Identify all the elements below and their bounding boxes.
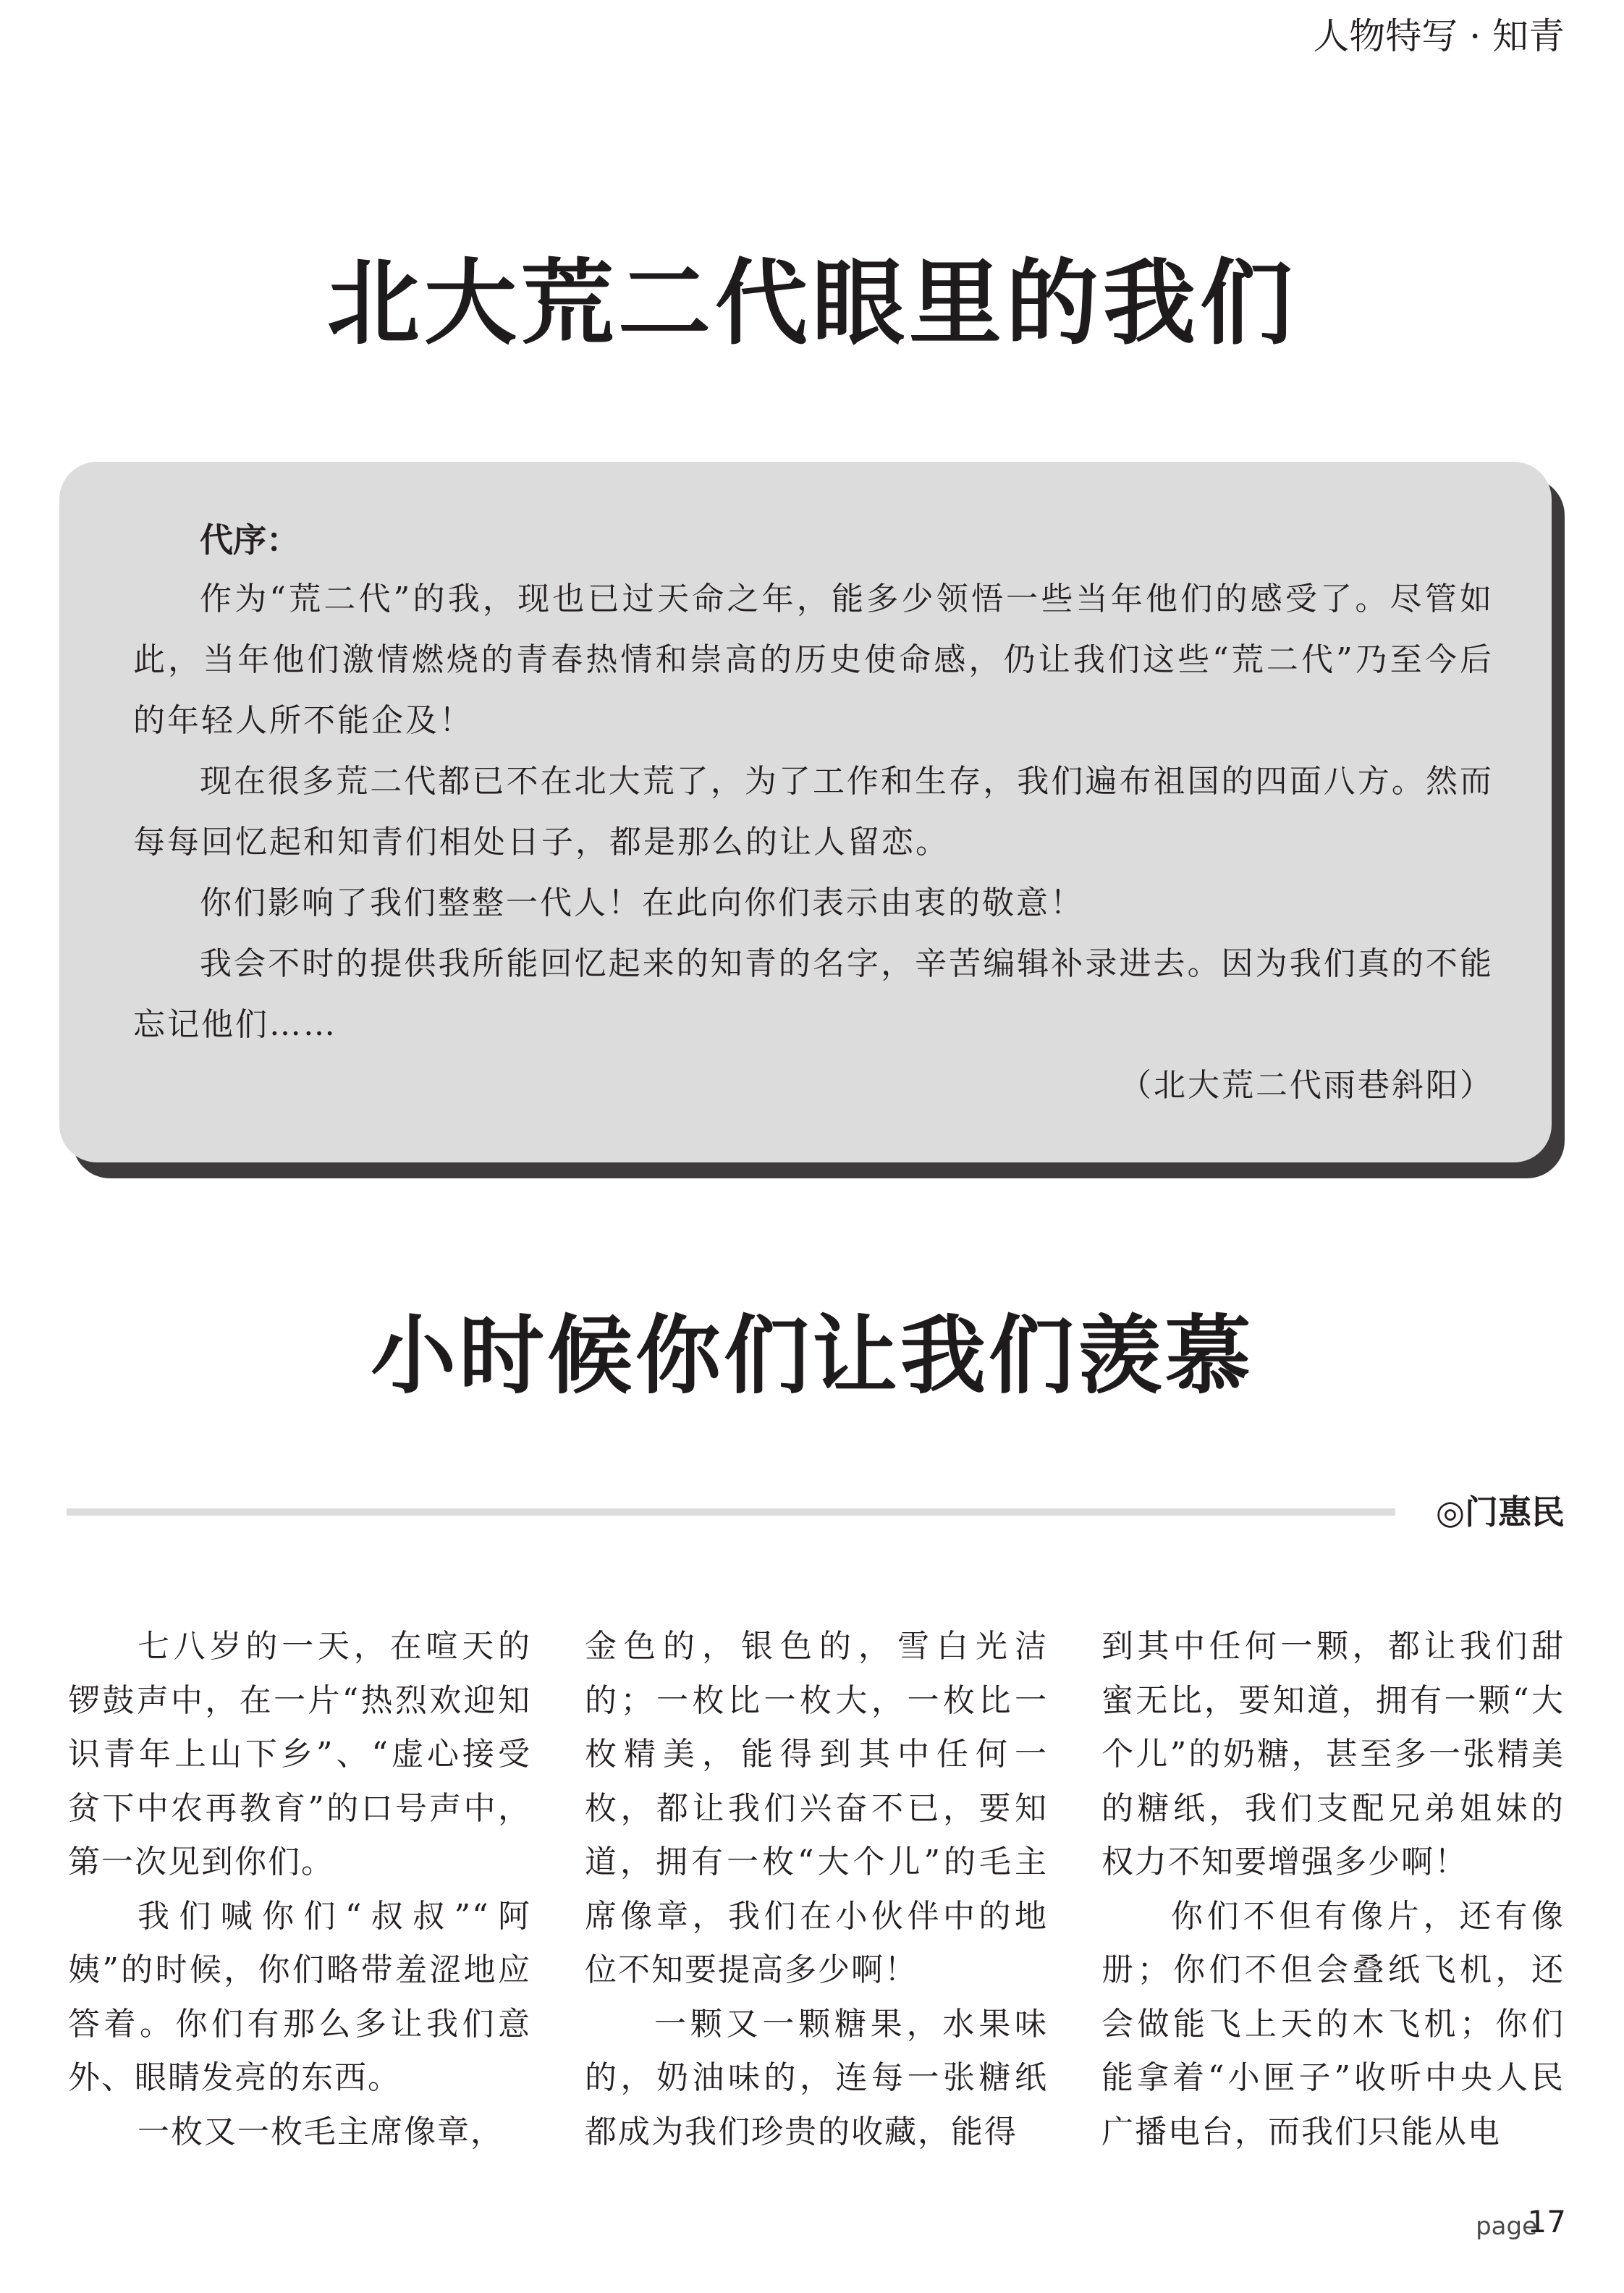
body-paragraph: 金色的，银色的，雪白光洁的；一枚比一枚大，一枚比一枚精美，能得到其中任何一枚，都让我们兴奋不已，要知道，拥有一枚“大个儿”的毛主席像章，我们在小伙伴中的地位不知要提高多少啊！ [585,1628,1048,1988]
section-tag: 人物特写 · 知青 [1313,15,1565,57]
text-column-2 [585,1620,1048,2150]
preface-signature: （北大荒二代雨巷斜阳） [1120,1067,1494,1104]
divider-rule [67,1508,1395,1516]
preface-paragraph: 你们影响了我们整整一代人！在此向你们表示由衷的敬意！ [200,884,1084,921]
preface-text [133,569,1494,1055]
preface-paragraph: 现在很多荒二代都已不在北大荒了，为了工作和生存，我们遍布祖国的四面八方。然而每每回忆起和知青们相处日子，都是那么的让人留恋。 [133,763,1494,861]
page-number: 17 [1527,2204,1566,2239]
body-paragraph: 一枚又一枚毛主席像章， [138,2113,504,2150]
author-byline: ◎门惠民 [1435,1492,1565,1532]
preface-heading: 代序： [200,520,300,559]
page-label: page [1476,2212,1537,2241]
body-paragraph: 七八岁的一天，在喧天的锣鼓声中，在一片“热烈欢迎知识青年上山下乡”、“虚心接受贫下中农再教育”的口号声中，第一次见到你们。 [68,1628,531,1880]
body-paragraph: 一颗又一颗糖果，水果味的，奶油味的，连每一张糖纸都成为我们珍贵的收藏，能得 [585,2005,1048,2150]
article-body [68,1620,1565,2150]
body-paragraph: 你们不但有像片，还有像册；你们不但会叠纸飞机，还会做能飞上天的木飞机；你们能拿着“小匣子”收听中央人民广播电台，而我们只能从电 [1101,1897,1565,2150]
body-paragraph: 我们喊你们“叔叔”“阿姨”的时候，你们略带羞涩地应答着。你们有那么多让我们意外、眼睛发亮的东西。 [68,1897,531,2096]
text-column-1 [68,1620,531,2150]
body-paragraph: 到其中任何一颗，都让我们甜蜜无比，要知道，拥有一颗“大个儿”的奶糖，甚至多一张精美的糖纸，我们支配兄弟姐妹的权力不知要增强多少啊！ [1101,1628,1565,1880]
preface-paragraph: 我会不时的提供我所能回忆起来的知青的名字，辛苦编辑补录进去。因为我们真的不能忘记他们…… [133,945,1494,1043]
preface-paragraph: 作为“荒二代”的我，现也已过天命之年，能多少领悟一些当年他们的感受了。尽管如此，当年他们激情燃烧的青春热情和崇高的历史使命感，仍让我们这些“荒二代”乃至今后的年轻人所不能企及！ [133,580,1494,739]
article-subtitle: 小时候你们让我们羡慕 [370,1306,1253,1406]
main-title: 北大荒二代眼里的我们 [326,250,1297,358]
text-column-3 [1101,1620,1565,2150]
